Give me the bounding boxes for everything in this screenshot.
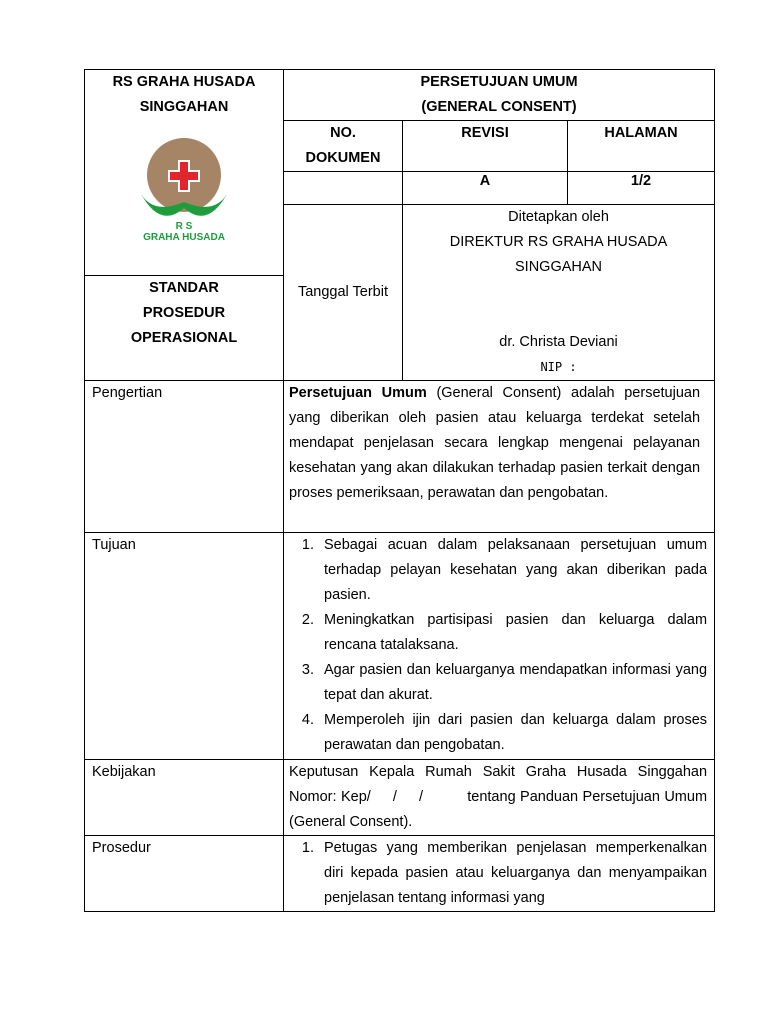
revisi-value: A [403, 172, 568, 205]
signer-nip: NIP : [540, 360, 577, 374]
prosedur-list [289, 836, 707, 911]
sop-table [84, 69, 715, 912]
logo-text-name: GRAHA HUSADA [143, 232, 225, 243]
sop-line2: PROSEDUR [142, 304, 226, 321]
kebijakan-content: Keputusan Kepala Rumah Sakit Graha Husada Singgahan Nomor: Kep/ / / tentang Panduan Persetujuan Umum (General Consent). [284, 760, 715, 836]
tujuan-item: 2. Meningkatkan partisipasi pasien dan keluarga dalam rencana tatalaksana. [318, 608, 707, 658]
kebijakan-label: Kebijakan [85, 760, 284, 836]
hospital-name-line1: RS GRAHA HUSADA [112, 74, 256, 90]
tujuan-list [289, 533, 707, 758]
title-line2: (GENERAL CONSENT) [421, 99, 577, 115]
halaman-header: HALAMAN [568, 121, 715, 172]
sop-document [84, 69, 714, 912]
logo-cross-red-h [170, 172, 198, 180]
ditetapkan-cell [403, 205, 715, 381]
direktur-line1: DIREKTUR RS GRAHA HUSADA [449, 234, 668, 250]
no-dokumen-line2: DOKUMEN [305, 150, 381, 166]
tujuan-item: 1. Sebagai acuan dalam pelaksanaan persetujuan umum terhadap pelayan kesehatan yang akan diberikan pada pasien. [318, 533, 707, 608]
ditetapkan-label: Ditetapkan oleh [508, 209, 609, 225]
prosedur-item: 1. Petugas yang memberikan penjelasan memperkenalkan diri kepada pasien atau keluarganya dan menyampaikan penjelasan tentang informasi yang [318, 836, 707, 911]
no-dokumen-value [284, 172, 403, 205]
prosedur-label: Prosedur [85, 836, 284, 912]
tujuan-item: 4. Memperoleh ijin dari pasien dan keluarga dalam proses perawatan dan pengobatan. [318, 708, 707, 758]
hospital-name-cell [85, 70, 284, 276]
tujuan-label: Tujuan [85, 533, 284, 760]
sop-label-cell [85, 275, 284, 380]
tanggal-terbit-cell: Tanggal Terbit [284, 205, 403, 381]
tujuan-item: 3. Agar pasien dan keluarganya mendapatkan informasi yang tepat dan akurat. [318, 658, 707, 708]
sop-line3: OPERASIONAL [130, 329, 238, 346]
pengertian-label: Pengertian [85, 381, 284, 533]
hospital-logo [129, 138, 239, 248]
pengertian-term: Persetujuan Umum [289, 385, 427, 401]
hospital-name-line2: SINGGAHAN [139, 99, 229, 115]
no-dokumen-line1: NO. [330, 125, 356, 141]
pengertian-content [284, 381, 715, 533]
signer-name: dr. Christa Deviani [499, 334, 618, 350]
tujuan-content [284, 533, 715, 760]
prosedur-content [284, 836, 715, 912]
halaman-value: 1/2 [568, 172, 715, 205]
title-line1: PERSETUJUAN UMUM [420, 74, 578, 90]
sop-line1: STANDAR [149, 279, 219, 296]
direktur-line2: SINGGAHAN [515, 259, 603, 275]
document-title-cell [284, 70, 715, 121]
revisi-header: REVISI [403, 121, 568, 172]
pengertian-text: (General Consent) adalah persetujuan yang diberikan oleh pasien atau keluarga terdekat setelah mendapat penjelasan secara lengkap mengenai pelayanan kesehatan yang akan dilakukan terhadap pasien terkait dengan proses pemeriksaan, perawatan dan pengobatan. [289, 385, 701, 501]
logo-text-rs: R S [175, 221, 193, 232]
no-dokumen-header [284, 121, 403, 172]
